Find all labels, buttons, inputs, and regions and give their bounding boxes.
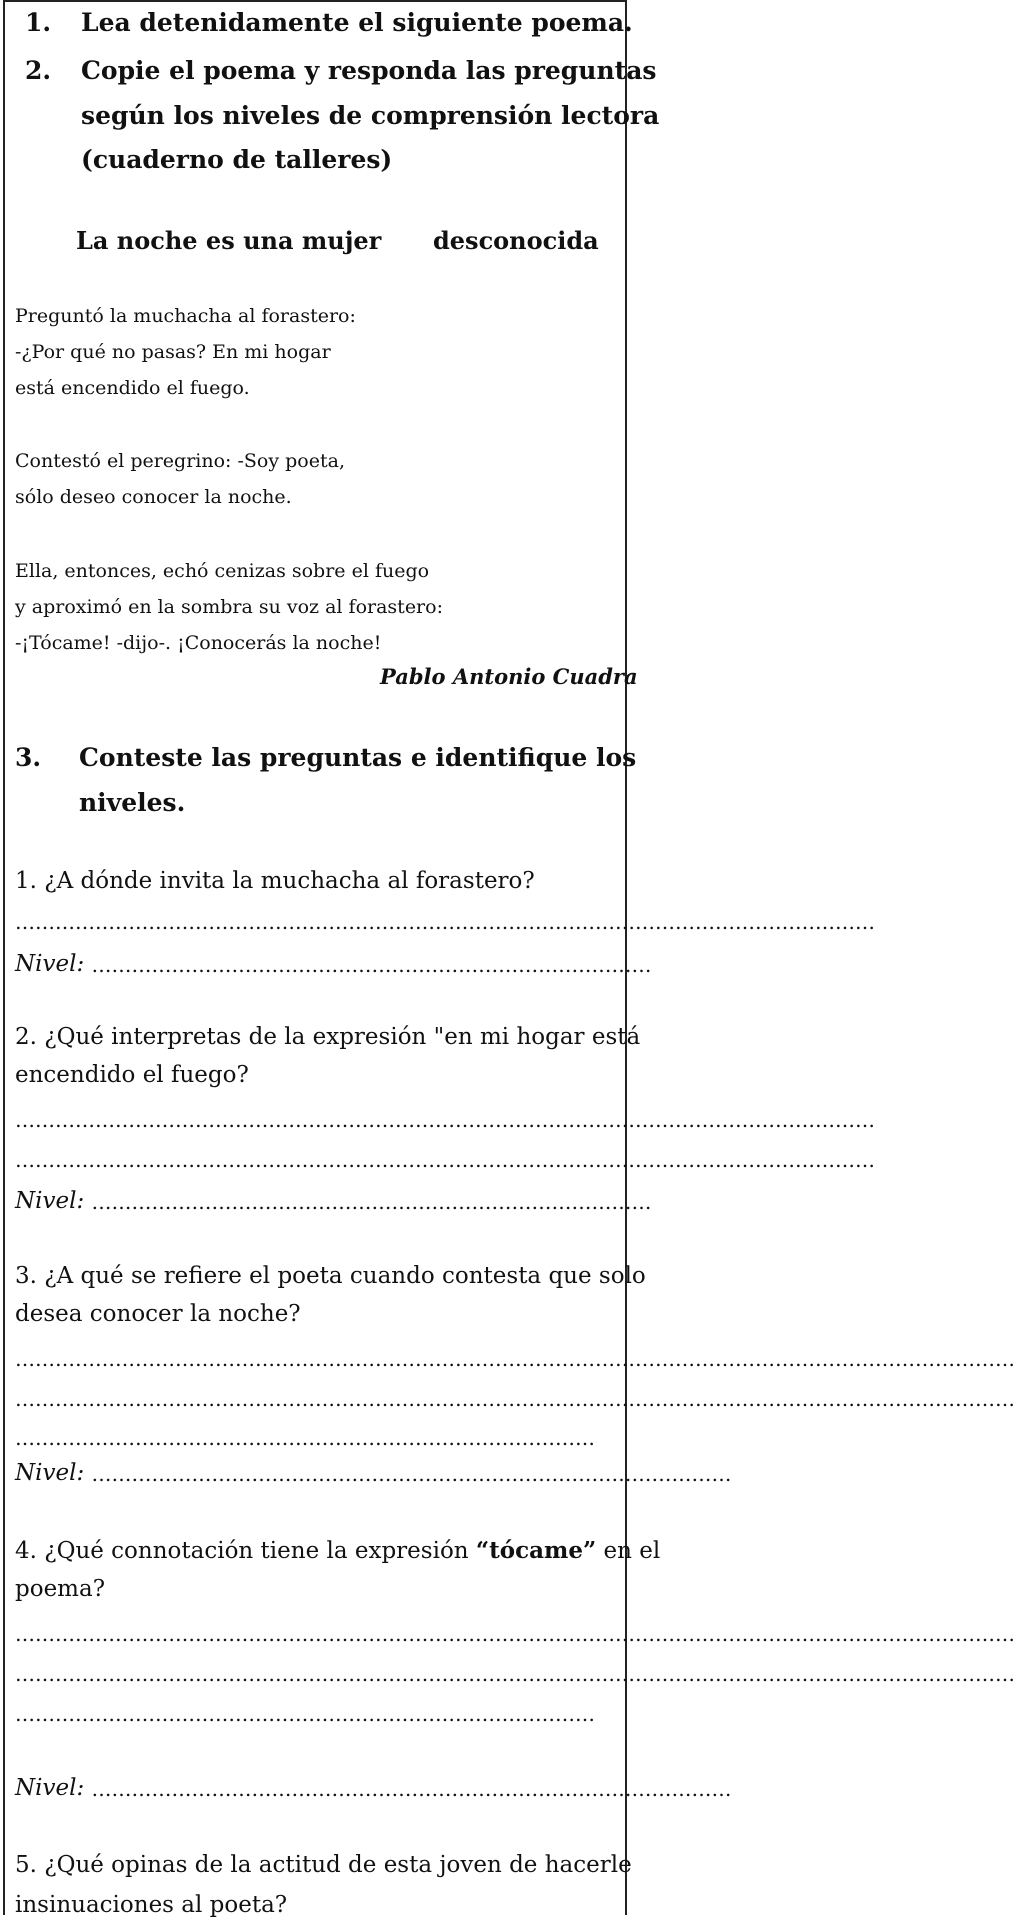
instruction-3-line-2: niveles. xyxy=(79,788,186,817)
instruction-1 xyxy=(25,8,633,38)
question-1: 1. ¿A dónde invita la muchacha al forastero? xyxy=(15,868,535,894)
answer-line[interactable]: ………………………………………………………………………………………………………………… xyxy=(15,1108,875,1132)
question-3-line-1: 3. ¿A qué se refiere el poeta cuando contesta que solo xyxy=(15,1263,646,1289)
question-4-line-1 xyxy=(15,1537,660,1564)
nivel-answer-line[interactable]: …………………………………………………………………………………… xyxy=(91,1462,732,1486)
question-4-text-c: en el xyxy=(596,1538,661,1564)
nivel-row xyxy=(15,1188,652,1214)
instruction-2-line-3: (cuaderno de talleres) xyxy=(81,145,393,174)
nivel-row xyxy=(15,1775,732,1801)
poem-stanza-1-line-2: -¿Por qué no pasas? En mi hogar xyxy=(15,341,331,363)
poem-stanza-3-line-1: Ella, entonces, echó cenizas sobre el fuego xyxy=(15,560,430,582)
poem-stanza-3-line-2: y aproximó en la sombra su voz al forastero: xyxy=(15,596,443,618)
nivel-row xyxy=(15,1460,732,1486)
question-3-line-2: desea conocer la noche? xyxy=(15,1301,301,1327)
poem-author: Pablo Antonio Cuadra xyxy=(380,664,638,689)
poem-stanza-1-line-1: Preguntó la muchacha al forastero: xyxy=(15,305,356,327)
instruction-3-line-1: Conteste las preguntas e identifique los xyxy=(79,743,637,772)
question-4-line-2: poema? xyxy=(15,1576,106,1602)
answer-line[interactable]: ………………………………………………………………………………………………………………… xyxy=(15,910,875,934)
question-2-line-1: 2. ¿Qué interpretas de la expresión "en mi hogar está xyxy=(15,1024,641,1050)
instruction-2-line-1: Copie el poema y responda las preguntas xyxy=(81,56,657,85)
instruction-1-text: Lea detenidamente el siguiente poema. xyxy=(81,8,633,37)
question-4-emphasis: “tócame” xyxy=(475,1537,597,1564)
instruction-2 xyxy=(25,56,656,86)
question-5-line-1: 5. ¿Qué opinas de la actitud de esta joven de hacerle xyxy=(15,1852,632,1878)
instruction-2-line-2: según los niveles de comprensión lectora xyxy=(81,101,660,130)
answer-line[interactable]: ………………………………………………………………………………………………………………… xyxy=(15,1148,875,1172)
poem-stanza-2-line-1: Contestó el peregrino: -Soy poeta, xyxy=(15,450,345,472)
answer-line[interactable]: …………………………………………………………………………… xyxy=(15,1702,595,1726)
nivel-label: Nivel: xyxy=(15,1775,85,1801)
nivel-label: Nivel: xyxy=(15,1460,85,1486)
nivel-row xyxy=(15,951,652,977)
answer-line[interactable]: …………………………………………………………………………………………………………………………………… xyxy=(15,1347,1015,1371)
question-2-line-2: encendido el fuego? xyxy=(15,1062,249,1088)
poem-stanza-2-line-2: sólo deseo conocer la noche. xyxy=(15,486,292,508)
nivel-label: Nivel: xyxy=(15,951,85,977)
nivel-answer-line[interactable]: ………………………………………………………………………… xyxy=(91,1190,652,1214)
instruction-1-number: 1. xyxy=(25,8,52,37)
answer-line[interactable]: …………………………………………………………………………………………………………………………………… xyxy=(15,1622,1015,1646)
nivel-label: Nivel: xyxy=(15,1188,85,1214)
nivel-answer-line[interactable]: …………………………………………………………………………………… xyxy=(91,1777,732,1801)
answer-line[interactable]: …………………………………………………………………………………………………………………………………… xyxy=(15,1387,1015,1411)
answer-line[interactable]: …………………………………………………………………………………………………………………………………… xyxy=(15,1662,1015,1686)
instruction-3-number: 3. xyxy=(15,743,42,772)
question-5-line-2: insinuaciones al poeta? xyxy=(15,1892,288,1918)
poem-title-left: La noche es una mujer xyxy=(76,226,382,255)
poem-stanza-1-line-3: está encendido el fuego. xyxy=(15,377,250,399)
nivel-answer-line[interactable]: ………………………………………………………………………… xyxy=(91,953,652,977)
instruction-2-number: 2. xyxy=(25,56,52,85)
answer-line[interactable]: …………………………………………………………………………… xyxy=(15,1426,595,1450)
poem-title-right: desconocida xyxy=(433,226,599,255)
question-4-text-a: 4. ¿Qué connotación tiene la expresión xyxy=(15,1538,476,1564)
poem-stanza-3-line-3: -¡Tócame! -dijo-. ¡Conocerás la noche! xyxy=(15,632,382,654)
instruction-3 xyxy=(15,743,636,773)
